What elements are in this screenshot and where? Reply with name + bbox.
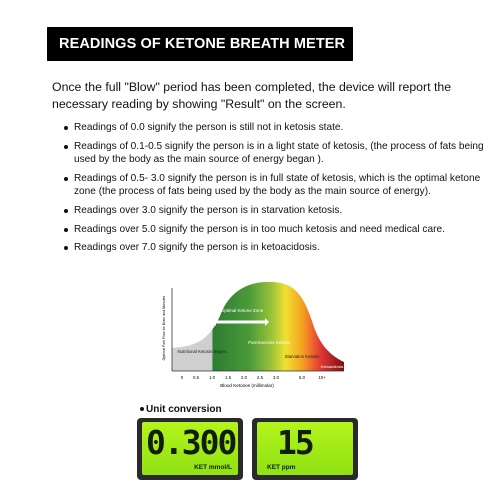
list-item: Readings over 3.0 signify the person is in starvation ketosis. <box>64 204 494 218</box>
bullet-icon <box>64 228 68 232</box>
bullet-icon <box>64 145 68 149</box>
list-item: Readings of 0.1-0.5 signify the person is in a light state of ketosis, (the process of fats being used by the body as the main source of energy began ). <box>64 140 494 167</box>
list-item: Readings over 7.0 signify the person is in ketoacidosis. <box>64 241 494 255</box>
annotation-starvation: Starvation Ketosis <box>284 354 320 359</box>
annotation-post-exercise: Post-Exercise Ketosis <box>248 340 290 345</box>
ketone-zone-chart <box>152 276 352 391</box>
bullet-icon <box>64 177 68 181</box>
lcd-unit-label: KET mmol/L <box>194 464 232 471</box>
lcd-value: 0.300 <box>146 423 236 462</box>
lcd-unit-label: KET ppm <box>267 464 296 471</box>
lcd-display-ppm <box>252 418 358 480</box>
annotation-ketoacidosis: Ketoacidosis <box>320 364 344 369</box>
lcd-value: 15 <box>277 423 313 462</box>
lcd-screen <box>142 422 238 475</box>
page-title-banner <box>47 27 353 61</box>
list-item: Readings over 5.0 signify the person is in too much ketosis and need medical care. <box>64 223 494 237</box>
list-item: Readings of 0.5- 3.0 signify the person is in full state of ketosis, which is the optimal ketone zone (the process of fats being used by the body as the main source of energy). <box>64 172 494 199</box>
bullet-icon <box>64 209 68 213</box>
x-tick-label: 5.0 <box>299 375 305 380</box>
x-tick-label: 0.5 <box>193 375 199 380</box>
unit-conversion-title: Unit conversion <box>140 404 222 415</box>
x-axis-label: Blood Ketones (millimolar) <box>220 383 274 388</box>
annotation-optimal-zone: Optimal Ketone Zone <box>220 308 264 313</box>
x-tick-label: 0 <box>180 375 184 380</box>
x-tick-label: 2.0 <box>241 375 247 380</box>
bullet-icon <box>140 407 144 411</box>
page-title: READINGS OF KETONE BREATH METER <box>59 36 346 52</box>
bullet-icon <box>64 126 68 130</box>
annotation-nutritional-ketosis: Nutritional Ketosis Begins <box>177 349 227 354</box>
readings-list <box>64 121 494 260</box>
x-tick-label: 10+ <box>318 375 326 380</box>
x-tick-label: 2.5 <box>257 375 263 380</box>
x-tick-label: 1.5 <box>225 375 231 380</box>
lcd-screen <box>257 422 353 475</box>
lcd-display-mmol <box>137 418 243 480</box>
x-tick-label: 1.0 <box>209 375 215 380</box>
intro-text: Once the full "Blow" period has been completed, the device will report the necessary reading by showing "Result" on the screen. <box>52 80 452 111</box>
x-tick-label: 3.0 <box>273 375 279 380</box>
list-item: Readings of 0.0 signify the person is still not in ketosis state. <box>64 121 494 135</box>
y-axis-label: Optimal Fuel Flow for Brain and Muscles <box>162 295 166 361</box>
bullet-icon <box>64 246 68 250</box>
